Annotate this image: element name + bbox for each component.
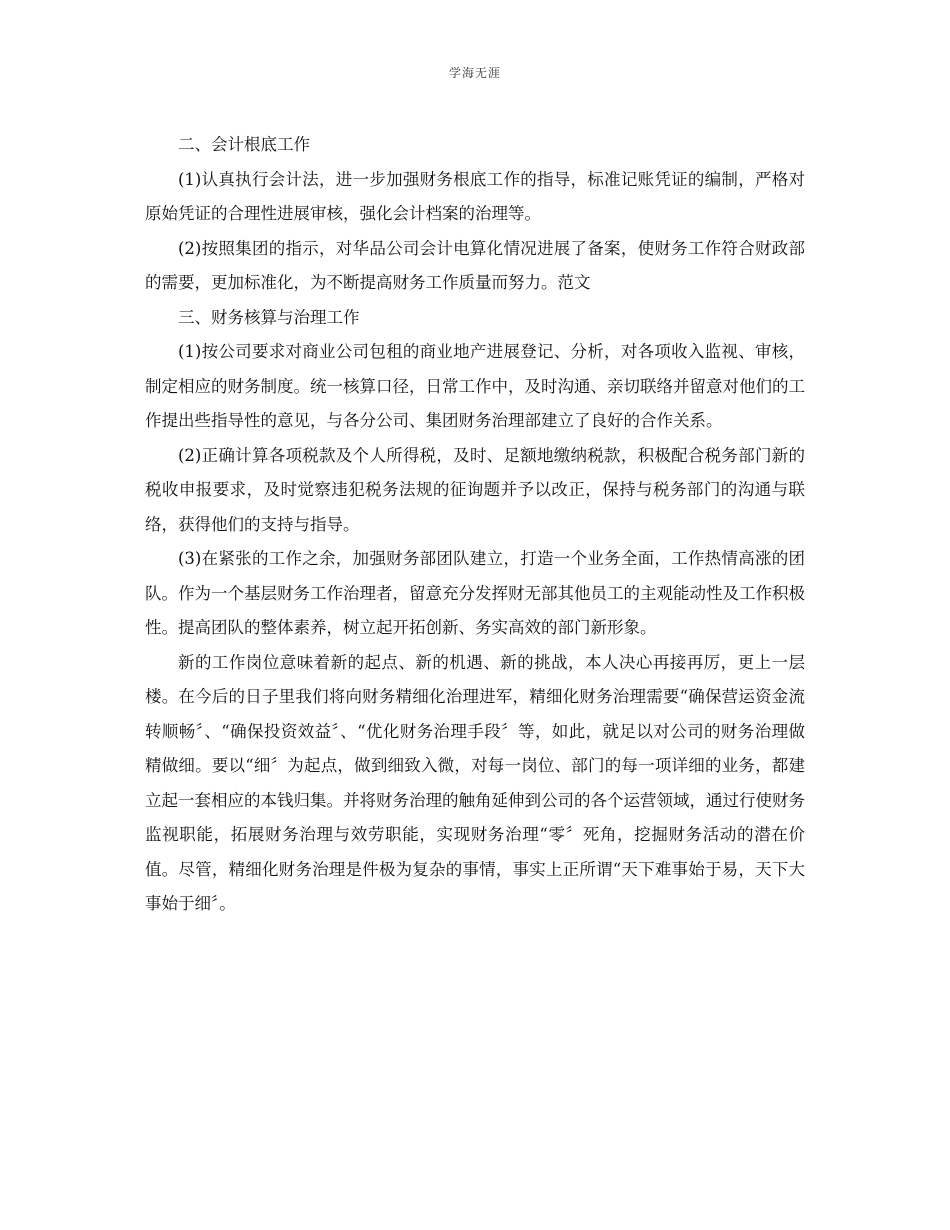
paragraph-new-position: 新的工作岗位意味着新的起点、新的机遇、新的挑战，本人决心再接再厉，更上一层楼。在今后的日子里我们将向财务精细化治理进军，精细化财务治理需要“确保营运资金流转顺畅〞、“确保投资效益〞、“优化财务治理手段〞等，如此，就足以对公司的财务治理做精做细。要以“细〞为起点，做到细致入微，对每一岗位、部门的每一项详细的业务，都建立起一套相应的本钱归集。并将财务治理的触角延伸到公司的各个运营领域，通过行使财务监视职能，拓展财务治理与效劳职能，实现财务治理“零〞死角，挖掘财务活动的潜在价值。尽管，精细化财务治理是件极为复杂的事情，事实上正所谓“天下难事始于易，天下大事始于细〞。 <box>145 652 805 913</box>
document-body <box>145 128 805 922</box>
section-heading-finance-management: 三、财务核算与治理工作 <box>178 307 360 327</box>
page-header: 学海无涯 <box>448 66 501 80</box>
paragraph-tax-calculation: (2)正确计算各项税款及个人所得税，及时、足额地缴纳税款，积极配合税务部门新的税收申报要求，及时觉察违犯税务法规的征询题并予以改正，保持与税务部门的沟通与联络，获得他们的支持与指导。 <box>145 445 805 534</box>
paragraph-team-building: (3)在紧张的工作之余，加强财务部团队建立，打造一个业务全面，工作热情高涨的团队。作为一个基层财务工作治理者，留意充分发挥财无部其他员工的主观能动性及工作积极性。提高团队的整体素养，树立起开拓创新、务实高效的部门新形象。 <box>145 549 805 637</box>
paragraph-accounting-law: (1)认真执行会计法，进一步加强财务根底工作的指导，标准记账凭证的编制，严格对原始凭证的合理性进展审核，强化会计档案的治理等。 <box>145 169 805 223</box>
paragraph-commercial-property: (1)按公司要求对商业公司包租的商业地产进展登记、分析，对各项收入监视、审核，制定相应的财务制度。统一核算口径，日常工作中，及时沟通、亲切联络并留意对他们的工作提出些指导性的意见，与各分公司、集团财务治理部建立了良好的合作关系。 <box>145 342 805 430</box>
section-heading-accounting-basics: 二、会计根底工作 <box>178 135 310 154</box>
paragraph-group-instructions: (2)按照集团的指示，对华品公司会计电算化情况进展了备案，使财务工作符合财政部的需要，更加标准化，为不断提高财务工作质量而努力。范文 <box>145 238 805 292</box>
